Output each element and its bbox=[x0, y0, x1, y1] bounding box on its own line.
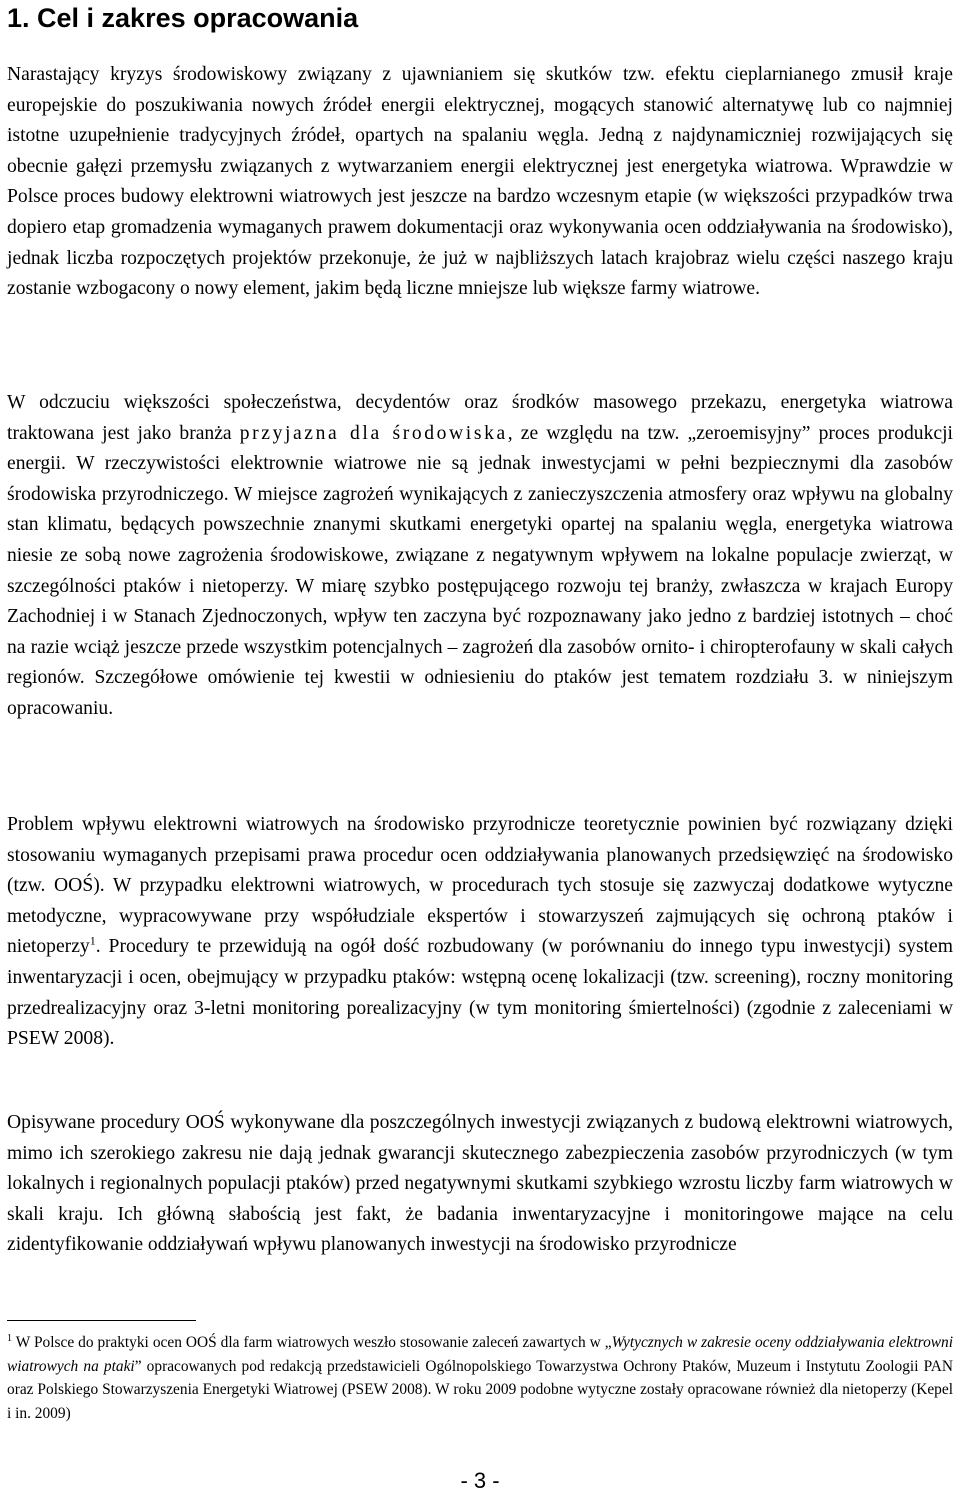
paragraph-2-text-start: W odczuciu większości społeczeństwa, decydentów oraz środków masowego przekazu, energetyka wiatrowa traktowana jest jako branża bbox=[7, 392, 953, 444]
footnote-text-end: ” opracowanych pod redakcją przedstawicieli Ogólnopolskiego Towarzystwa Ochrony Ptaków, Muzeum i Instytutu Zoologii PAN oraz Polskiego Stowarzyszenia Energetyki Wiatrowej (PSEW 2008). W roku 2009 podobne wytyczne zostały opracowane również dla nietoperzy (Kepel i in. 2009) bbox=[7, 1357, 954, 1422]
paragraph-1: Narastający kryzys środowiskowy związany z ujawnianiem się skutków tzw. efektu cieplarnianego zmusił kraje europejskie do poszukiwania nowych źródeł energii elektrycznej, mogących stanowić alternatywę lub co najmniej istotne uzupełnienie tradycyjnych źródeł, opartych na spalaniu węgla. Jedną z najdynamiczniej rozwijających się obecnie gałęzi przemysłu związanych z wytwarzaniem energii elektrycznej jest energetyka wiatrowa. Wprawdzie w Polsce proces budowy elektrowni wiatrowych jest jeszcze na bardzo wczesnym etapie (w większości przypadków trwa dopiero etap gromadzenia wymaganych prawem dokumentacji oraz wykonywania ocen oddziaływania na środowisko), jednak liczba rozpoczętych projektów przekonuje, że już w najbliższych latach krajobraz wielu części naszego kraju zostanie wzbogacony o nowy element, jakim będą liczne mniejsze lub większe farmy wiatrowe. bbox=[7, 64, 953, 300]
paragraph-3-text-end: . Procedury te przewidują na ogół dość rozbudowany (w porównaniu do innego typu inwestycji) system inwentaryzacji i ocen, obejmujący w przypadku ptaków: wstępną ocenę lokalizacji (tzw. screening), roczny monitoring przedrealizacyjny oraz 3-letni monitoring porealizacyjny (w tym monitoring śmiertelności) (zgodnie z zaleceniami w PSEW 2008). bbox=[7, 936, 953, 1050]
footnote-text-start: W Polsce do praktyki ocen OOŚ dla farm wiatrowych weszło stosowanie zaleceń zawartych w „ bbox=[15, 1334, 612, 1351]
page-number: - 3 - bbox=[460, 1468, 500, 1493]
paragraph-2-text-end: , ze względu na tzw. „zeroemisyjny” proces produkcji energii. W rzeczywistości elektrownie wiatrowe nie są jednak inwestycjami w pełni bezpiecznymi dla zasobów środowiska przyrodniczego. W miejsce zagrożeń wynikających z zanieczyszczenia atmosfery oraz wpływu na globalny stan klimatu, będących powszechnie znanymi skutkami energetyki opartej na spalaniu węgla, energetyka wiatrowa niesie ze sobą nowe zagrożenia środowiskowe, związane z negatywnym wpływem na lokalne populacje zwierząt, w szczególności ptaków i nietoperzy. W miarę szybko postępującego rozwoju tej branży, zwłaszcza w krajach Europy Zachodniej i w Stanach Zjednoczonych, wpływ ten zaczyna być rozpoznawany jako jedno z bardziej istotnych – choć na razie wciąż jeszcze przede wszystkim potencjalnych – zagrożeń dla zasobów ornito- i chiropterofauny w skali całych regionów. Szczegółowe omówienie tej kwestii w odniesieniu do ptaków jest tematem rozdziału 3. w niniejszym opracowaniu. bbox=[7, 422, 953, 719]
footnote-italic-title: Wytycznych w zakresie oceny oddziaływania elektrowni wiatrowych na ptaki bbox=[7, 1334, 954, 1375]
paragraph-2-spaced-phrase: przyjazna dla środowiska bbox=[239, 422, 508, 444]
paragraph-3-text-start: Problem wpływu elektrowni wiatrowych na środowisko przyrodnicze teoretycznie powinien być rozwiązany dzięki stosowaniu wymaganych przepisami prawa procedur ocen oddziaływania planowanych przedsięwzięć na środowisko (tzw. OOŚ). W przypadku elektrowni wiatrowych, w procedurach tych stosuje się zazwyczaj dodatkowe wytyczne metodyczne, wypracowywane przy współudziale ekspertów i stowarzyszeń zajmujących się ochroną ptaków i nietoperzy bbox=[7, 814, 953, 958]
section-heading: 1. Cel i zakres opracowania bbox=[7, 3, 359, 33]
footnote bbox=[7, 1331, 953, 1425]
footnote-separator bbox=[7, 1320, 196, 1321]
paragraph-3 bbox=[7, 810, 953, 1055]
footnote-number: 1 bbox=[7, 1332, 12, 1344]
paragraph-2 bbox=[7, 388, 953, 725]
footnote-reference[interactable]: 1 bbox=[89, 933, 96, 948]
paragraph-4: Opisywane procedury OOŚ wykonywane dla poszczególnych inwestycji związanych z budową elektrowni wiatrowych, mimo ich szerokiego zakresu nie dają jednak gwarancji skutecznego zabezpieczenia zasobów przyrodniczych (w tym lokalnych i regionalnych populacji ptaków) przed negatywnymi skutkami szybkiego wzrostu liczby farm wiatrowych w skali kraju. Ich główną słabością jest fakt, że badania inwentaryzacyjne i monitoringowe mające na celu zidentyfikowanie oddziaływań wpływu planowanych inwestycji na środowisko przyrodnicze bbox=[7, 1112, 953, 1256]
